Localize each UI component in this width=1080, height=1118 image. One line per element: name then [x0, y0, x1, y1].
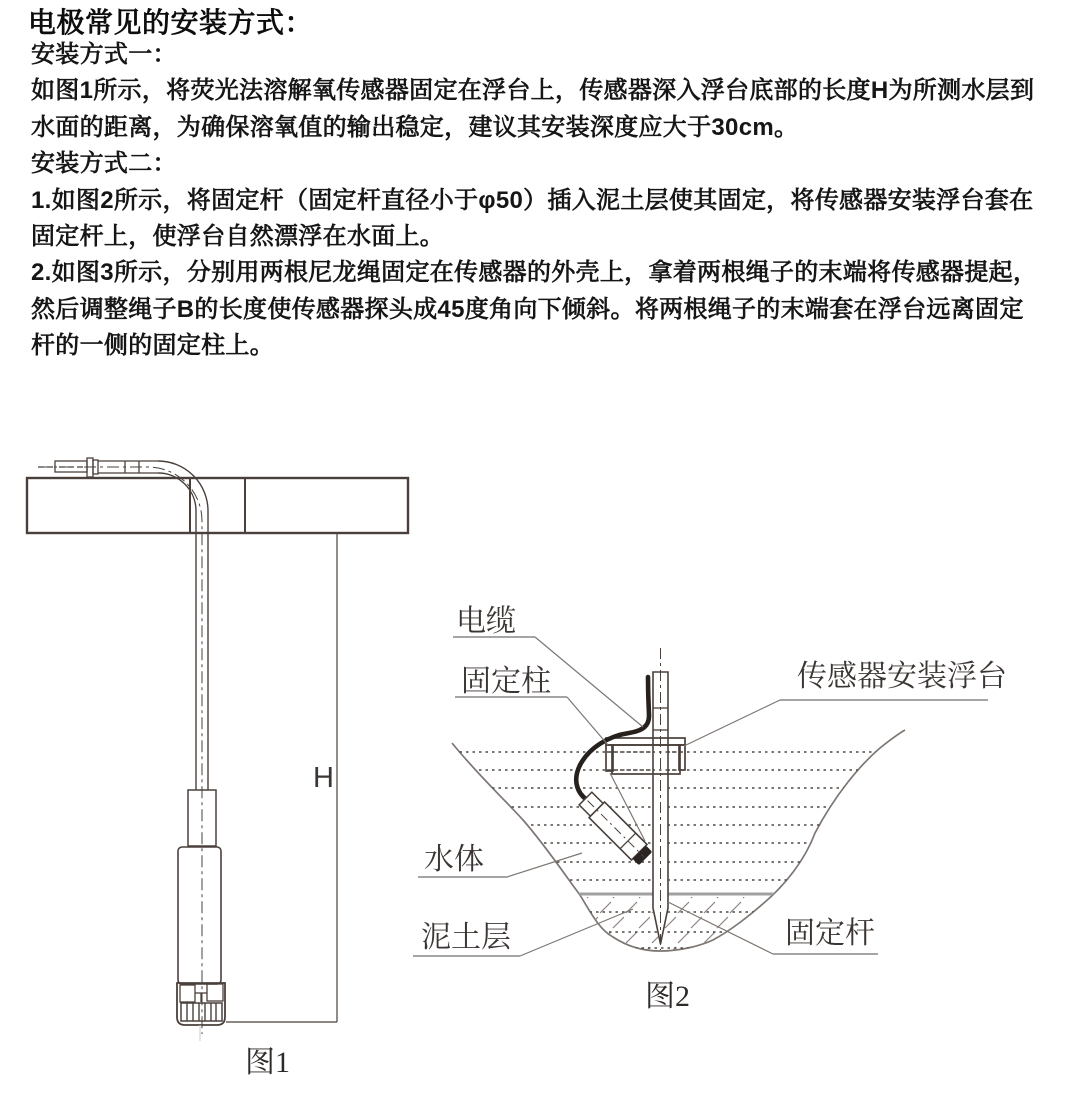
- body-line: 如图1所示，将荧光法溶解氧传感器固定在浮台上，传感器深入浮台底部的长度H为所测水层到: [31, 77, 1035, 105]
- figure2-sensor-probe: [578, 791, 654, 867]
- body-line: 1.如图2所示，将固定杆（固定杆直径小于φ50）插入泥土层使其固定，将传感器安装浮台套在: [31, 186, 1034, 214]
- figure1-diagram: [0, 450, 420, 1090]
- figure1-sensor-cable: [158, 461, 208, 790]
- body-line: 杆的一侧的固定柱上。: [31, 332, 274, 360]
- label-fixing-post: 固定柱: [461, 665, 551, 698]
- body-line: 固定杆上，使浮台自然漂浮在水面上。: [31, 223, 445, 251]
- figure2-sensor-platform: [606, 738, 685, 774]
- label-cable: 电缆: [456, 605, 516, 638]
- page-title: 电极常见的安装方式：: [28, 7, 314, 38]
- body-line: 然后调整绳子B的长度使传感器探头成45度角向下倾斜。将两根绳子的末端套在浮台远离固定: [31, 295, 1024, 323]
- figure1-caption: 图1: [245, 1046, 290, 1079]
- label-fixing-rod: 固定杆: [785, 917, 875, 950]
- figure2-caption: 图2: [645, 980, 690, 1013]
- label-water-body: 水体: [424, 843, 484, 876]
- body-text-block: [31, 37, 1071, 365]
- figure1-sensor-probe: [177, 790, 225, 1041]
- figure1-float-platform: [27, 478, 408, 533]
- label-sensor-platform: 传感器安装浮台: [797, 660, 1007, 693]
- body-line: 安装方式一：: [31, 41, 177, 68]
- body-line: 2.如图3所示，分别用两根尼龙绳固定在传感器的外壳上，拿着两根绳子的末端将传感器提起，: [31, 259, 1038, 287]
- label-mud-layer: 泥土层: [421, 921, 511, 954]
- body-line: 安装方式二：: [31, 150, 177, 178]
- depth-label-H: H: [313, 762, 334, 794]
- figure2-platform-water-lines: [607, 752, 684, 770]
- figure1-depth-dimension: [226, 533, 337, 1022]
- body-line: 水面的距离，为确保溶氧值的输出稳定，建议其安装深度应大于30cm。: [31, 113, 799, 141]
- figure2-diagram: [400, 592, 1040, 1018]
